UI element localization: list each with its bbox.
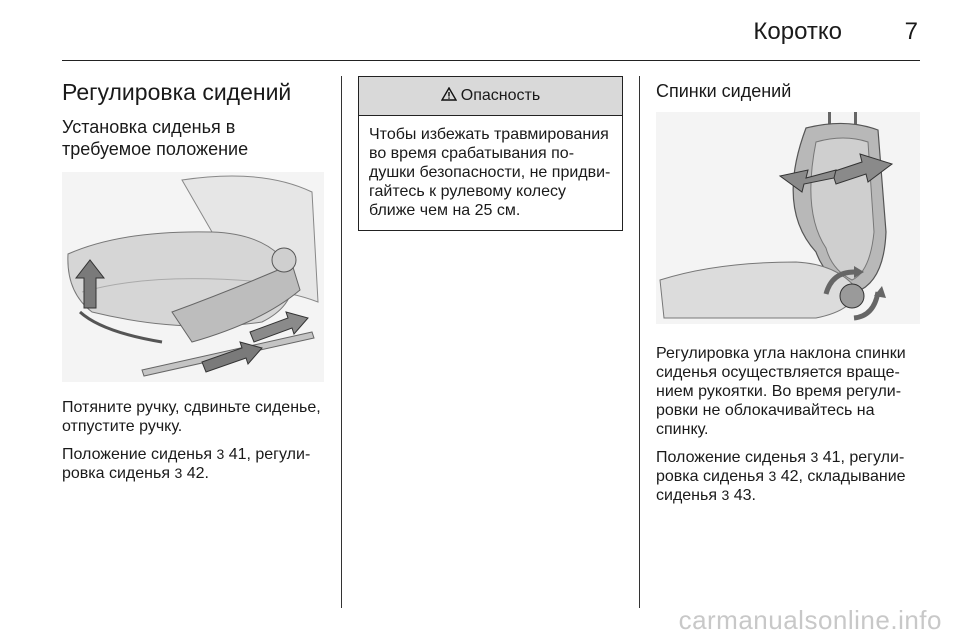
paragraph-refs: Положение сиденья 3 41, регулировка сиденья 3 42. — [62, 446, 311, 482]
page-header — [62, 18, 920, 61]
page-number: 7 — [904, 18, 918, 45]
warning-triangle-icon — [441, 87, 457, 105]
column-divider — [341, 76, 342, 608]
subsection-title: Спинки сидений — [656, 81, 792, 101]
column-middle — [358, 76, 623, 231]
seat-forward-adjust-illustration — [62, 172, 324, 382]
paragraph: Регулировка угла наклона спинки сиденья осуществляется вращением рукоятки. Во время регулировки не облокачивайтесь на спинку. — [656, 345, 906, 438]
column-left — [62, 76, 328, 492]
column-divider — [639, 76, 640, 608]
watermark: carmanualsonline.info — [678, 605, 942, 635]
page-ref-icon: 3 — [768, 468, 777, 484]
danger-title: Опасность — [460, 87, 541, 104]
danger-text: Чтобы избежать травмирования во время срабатывания подушки безопасности, не придвигайтесь к рулевому колесу ближе чем на 25 см. — [369, 126, 611, 219]
danger-box — [358, 76, 623, 231]
danger-header — [359, 77, 622, 116]
page-ref-icon: 3 — [810, 449, 819, 465]
header-title: Коротко — [753, 18, 842, 45]
page-ref-icon: 3 — [216, 446, 225, 462]
page-ref-icon: 3 — [721, 487, 730, 503]
paragraph: Потяните ручку, сдвиньте сиденье, отпустите ручку. — [62, 399, 321, 435]
paragraph-refs: Положение сиденья 3 41, регулировка сиденья 3 42, складывание сиденья 3 43. — [656, 449, 906, 504]
subsection-title: Установка сиденья в требуемое положение — [62, 117, 249, 159]
section-title: Регулировка сидений — [62, 79, 292, 105]
seat-backrest-adjust-illustration — [656, 112, 920, 324]
column-right — [656, 76, 922, 514]
page-ref-icon: 3 — [174, 465, 183, 481]
